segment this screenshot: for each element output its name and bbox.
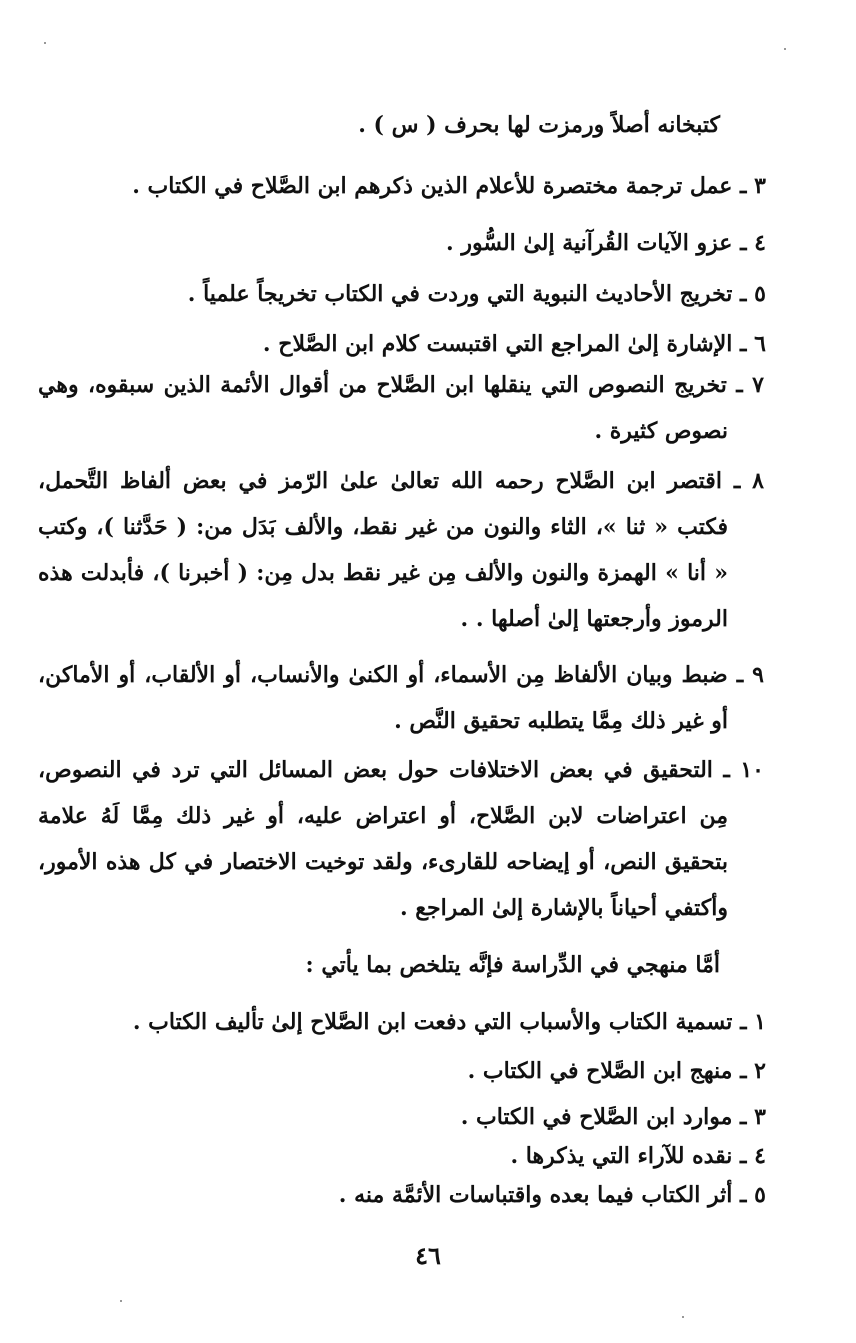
scan-speck [120,1300,122,1302]
page-number: ٤٦ [415,1241,441,1270]
method-item-2: ٢ ـ منهج ابن الصَّلاح في الكتاب . [467,1058,766,1084]
list-item-10: ١٠ ـ التحقيق في بعض الاختلافات حول بعض المسائل التي ترد في النصوص، مِن اعتراضات لابن الصَّلاح، أو اعتراض عليه، أو غير ذلك مِمَّا لَهُ علامة بتحقيق النص، أو إيضاحه للقارىء، ولقد توخيت الاختصار في كل هذه الأمور، وأكتفي أحياناً بالإشارة إلىٰ المراجع . [38,757,764,921]
scan-speck [682,1316,684,1318]
continuation-line: كتبخانه أصلاً ورمزت لها بحرف ( س ) . [358,112,720,138]
list-item-3: ٣ ـ عمل ترجمة مختصرة للأعلام الذين ذكرهم ابن الصَّلاح في الكتاب . [132,173,766,199]
scan-speck [44,42,46,44]
list-item-6: ٦ ـ الإشارة إلىٰ المراجع التي اقتبست كلام ابن الصَّلاح . [262,331,766,357]
method-item-1: ١ ـ تسمية الكتاب والأسباب التي دفعت ابن الصَّلاح إلىٰ تأليف الكتاب . [132,1009,766,1035]
list-item-9: ٩ ـ ضبط وبيان الألفاظ مِن الأسماء، أو الكنىٰ والأنساب، أو الألقاب، أو الأماكن، أو غير ذلك مِمَّا يتطلبه تحقيق النَّص . [38,662,764,734]
list-item-5: ٥ ـ تخريج الأحاديث النبوية التي وردت في الكتاب تخريجاً علمياً . [187,281,766,307]
method-item-4: ٤ ـ نقده للآراء التي يذكرها . [510,1143,766,1169]
list-item-8: ٨ ـ اقتصر ابن الصَّلاح رحمه الله تعالىٰ علىٰ الرّمز في بعض ألفاظ التَّحمل، فكتب « ثنا »، الثاء والنون من غير نقط، والألف بَدَل من: ( حَدَّثنا )، وكتب « أنا » الهمزة والنون والألف مِن غير نقط بدل مِن: ( أخبرنا )، فأبدلت هذه الرموز وأرجعتها إلىٰ أصلها . . [38,468,764,632]
method-item-5: ٥ ـ أثر الكتاب فيما بعده واقتباسات الأئمَّة منه . [338,1182,766,1208]
method-item-3: ٣ ـ موارد ابن الصَّلاح في الكتاب . [460,1104,766,1130]
scan-speck [784,48,786,50]
list-item-4: ٤ ـ عزو الآيات القُرآنية إلىٰ السُّور . [446,230,766,256]
list-item-7: ٧ ـ تخريج النصوص التي ينقلها ابن الصَّلاح من أقوال الأئمة الذين سبقوه، وهي نصوص كثيرة . [38,372,764,444]
method-intro: أمَّا منهجي في الدِّراسة فإنَّه يتلخص بما يأتي : [305,952,720,978]
